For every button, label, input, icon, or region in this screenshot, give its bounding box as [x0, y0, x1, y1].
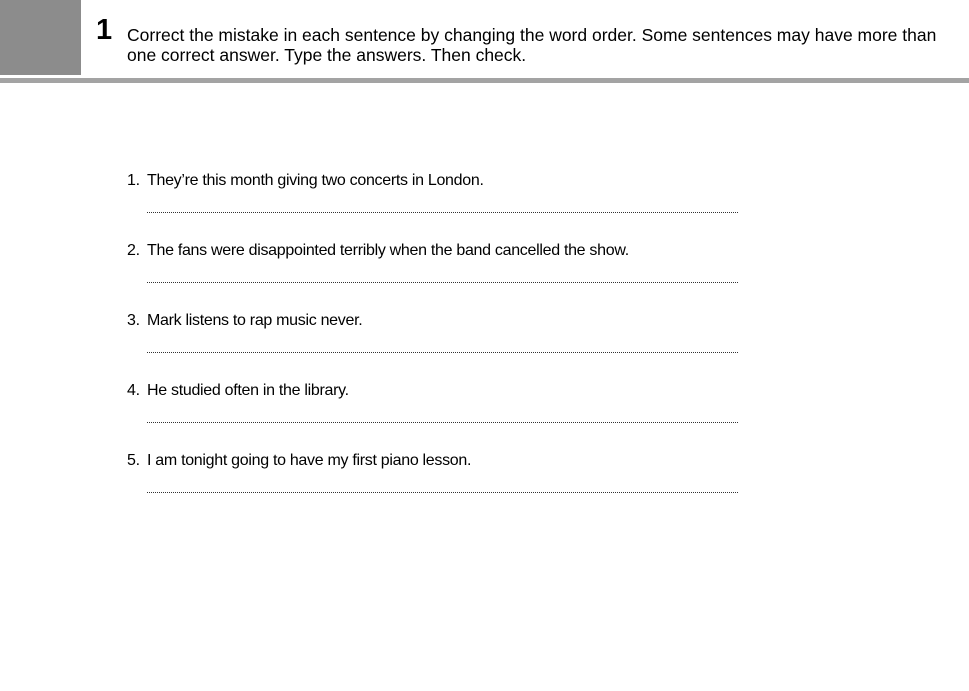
exercise-items	[127, 170, 747, 520]
header-divider	[0, 78, 969, 83]
item-number: 4.	[127, 382, 140, 399]
item-sentence: He studied often in the library.	[147, 382, 349, 399]
exercise-instruction: Correct the mistake in each sentence by changing the word order. Some sentences may have more than one correct answer. Type the answers. Then check.	[127, 25, 937, 65]
answer-input-5[interactable]	[147, 476, 738, 493]
item-number: 3.	[127, 312, 140, 329]
answer-input-2[interactable]	[147, 266, 738, 283]
item-sentence: I am tonight going to have my first piano lesson.	[147, 452, 472, 469]
answer-input-3[interactable]	[147, 336, 738, 353]
header-grey-block	[0, 0, 81, 75]
item-number: 2.	[127, 242, 140, 259]
item-number: 5.	[127, 452, 140, 469]
item-sentence: Mark listens to rap music never.	[147, 312, 363, 329]
exercise-item-1	[127, 170, 747, 240]
answer-input-1[interactable]	[147, 196, 738, 213]
answer-input-4[interactable]	[147, 406, 738, 423]
exercise-item-2	[127, 240, 747, 310]
exercise-item-4	[127, 380, 747, 450]
exercise-header	[0, 0, 969, 80]
item-number: 1.	[127, 172, 140, 189]
exercise-number: 1	[96, 14, 113, 46]
exercise-item-3	[127, 310, 747, 380]
item-sentence: The fans were disappointed terribly when the band cancelled the show.	[147, 242, 629, 259]
item-sentence: They’re this month giving two concerts in London.	[147, 172, 484, 189]
exercise-item-5	[127, 450, 747, 520]
